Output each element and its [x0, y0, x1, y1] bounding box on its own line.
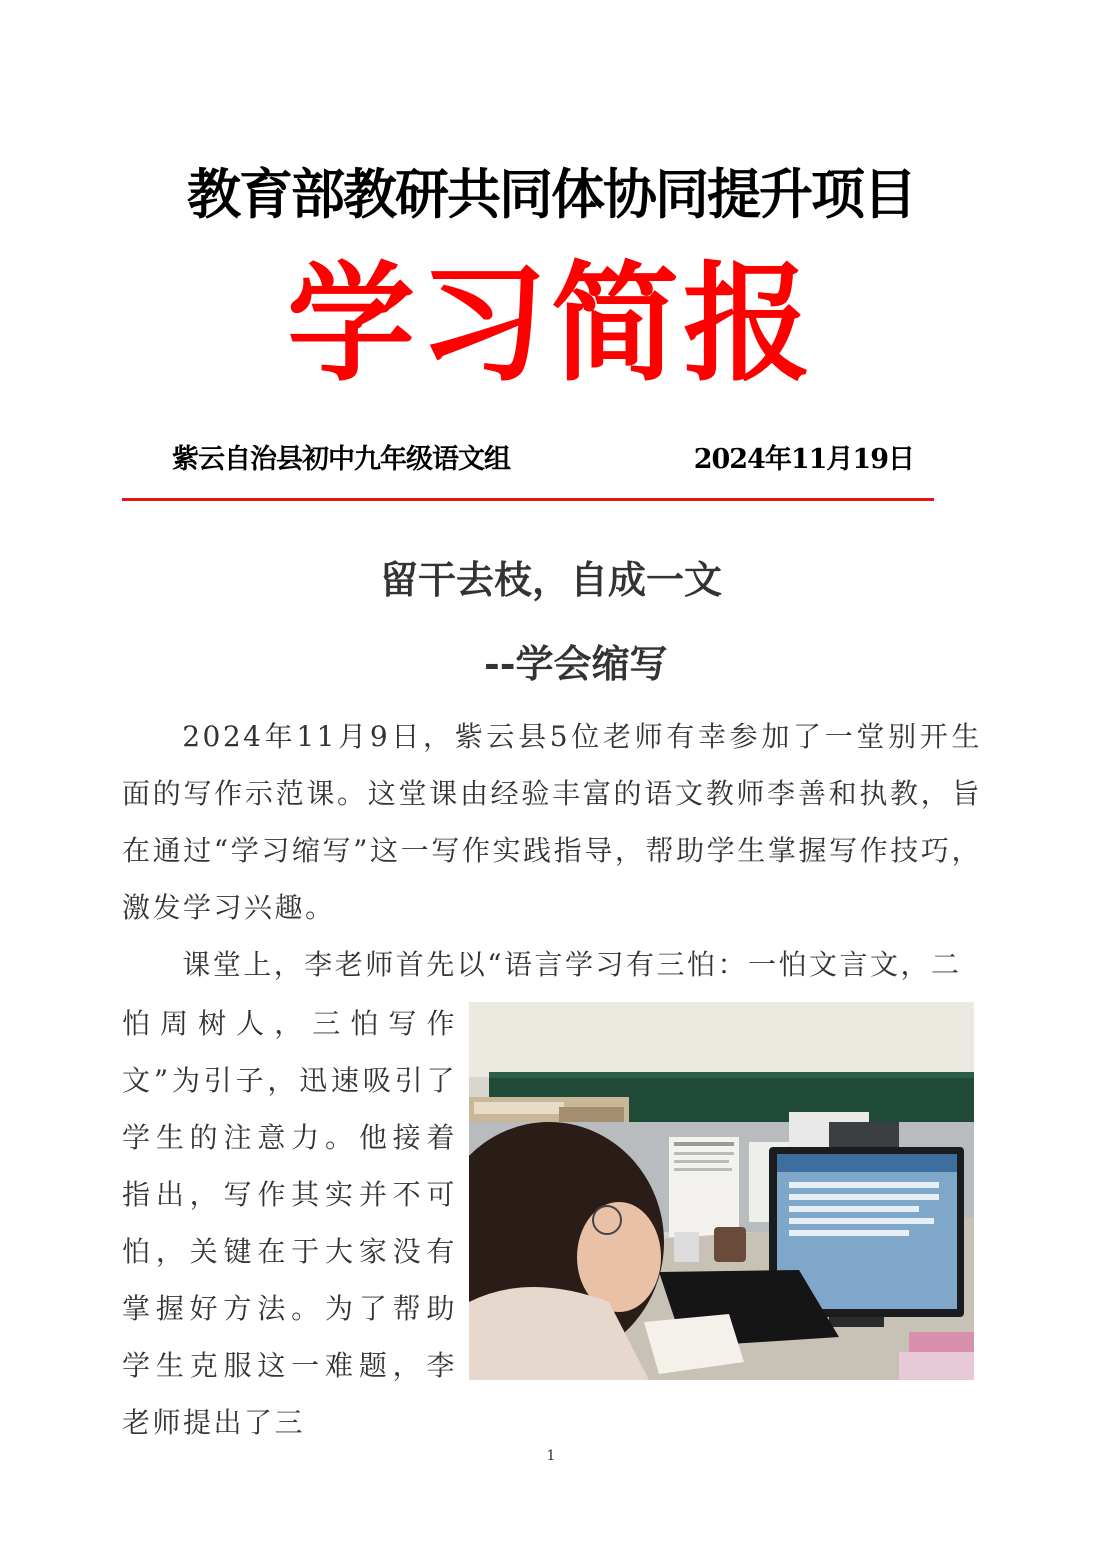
issue-date: 2024年11月19日	[693, 444, 914, 475]
organization-label: 紫云自治县初中九年级语文组	[172, 444, 510, 475]
article-title: 留干去枝，自成一文	[379, 557, 722, 602]
classroom-photo	[469, 1002, 974, 1380]
article-paragraph-2-column: 怕周树人，三怕写作文”为引子，迅速吸引了学生的注意力。他接着指出，写作其实并不可怕，关键在于大家没有掌握好方法。为了帮助学生克服这一难题，李老师提出了三	[122, 1007, 457, 1439]
brief-title: 学习简报	[286, 250, 815, 399]
article-subtitle: --学会缩写	[484, 641, 668, 686]
header-divider	[122, 498, 934, 501]
page-number: 1	[546, 1448, 556, 1464]
article-paragraph-1: 2024年11月9日，紫云县5位老师有幸参加了一堂别开生面的写作示范课。这堂课由经验丰富的语文教师李善和执教，旨在通过“学习缩写”这一写作实践指导，帮助学生掌握写作技巧，激发学习兴趣。	[122, 720, 982, 924]
article-paragraph-2-lead: 课堂上，李老师首先以“语言学习有三怕：一怕文言文，二	[182, 948, 962, 981]
project-title: 教育部教研共同体协同提升项目	[187, 163, 915, 226]
